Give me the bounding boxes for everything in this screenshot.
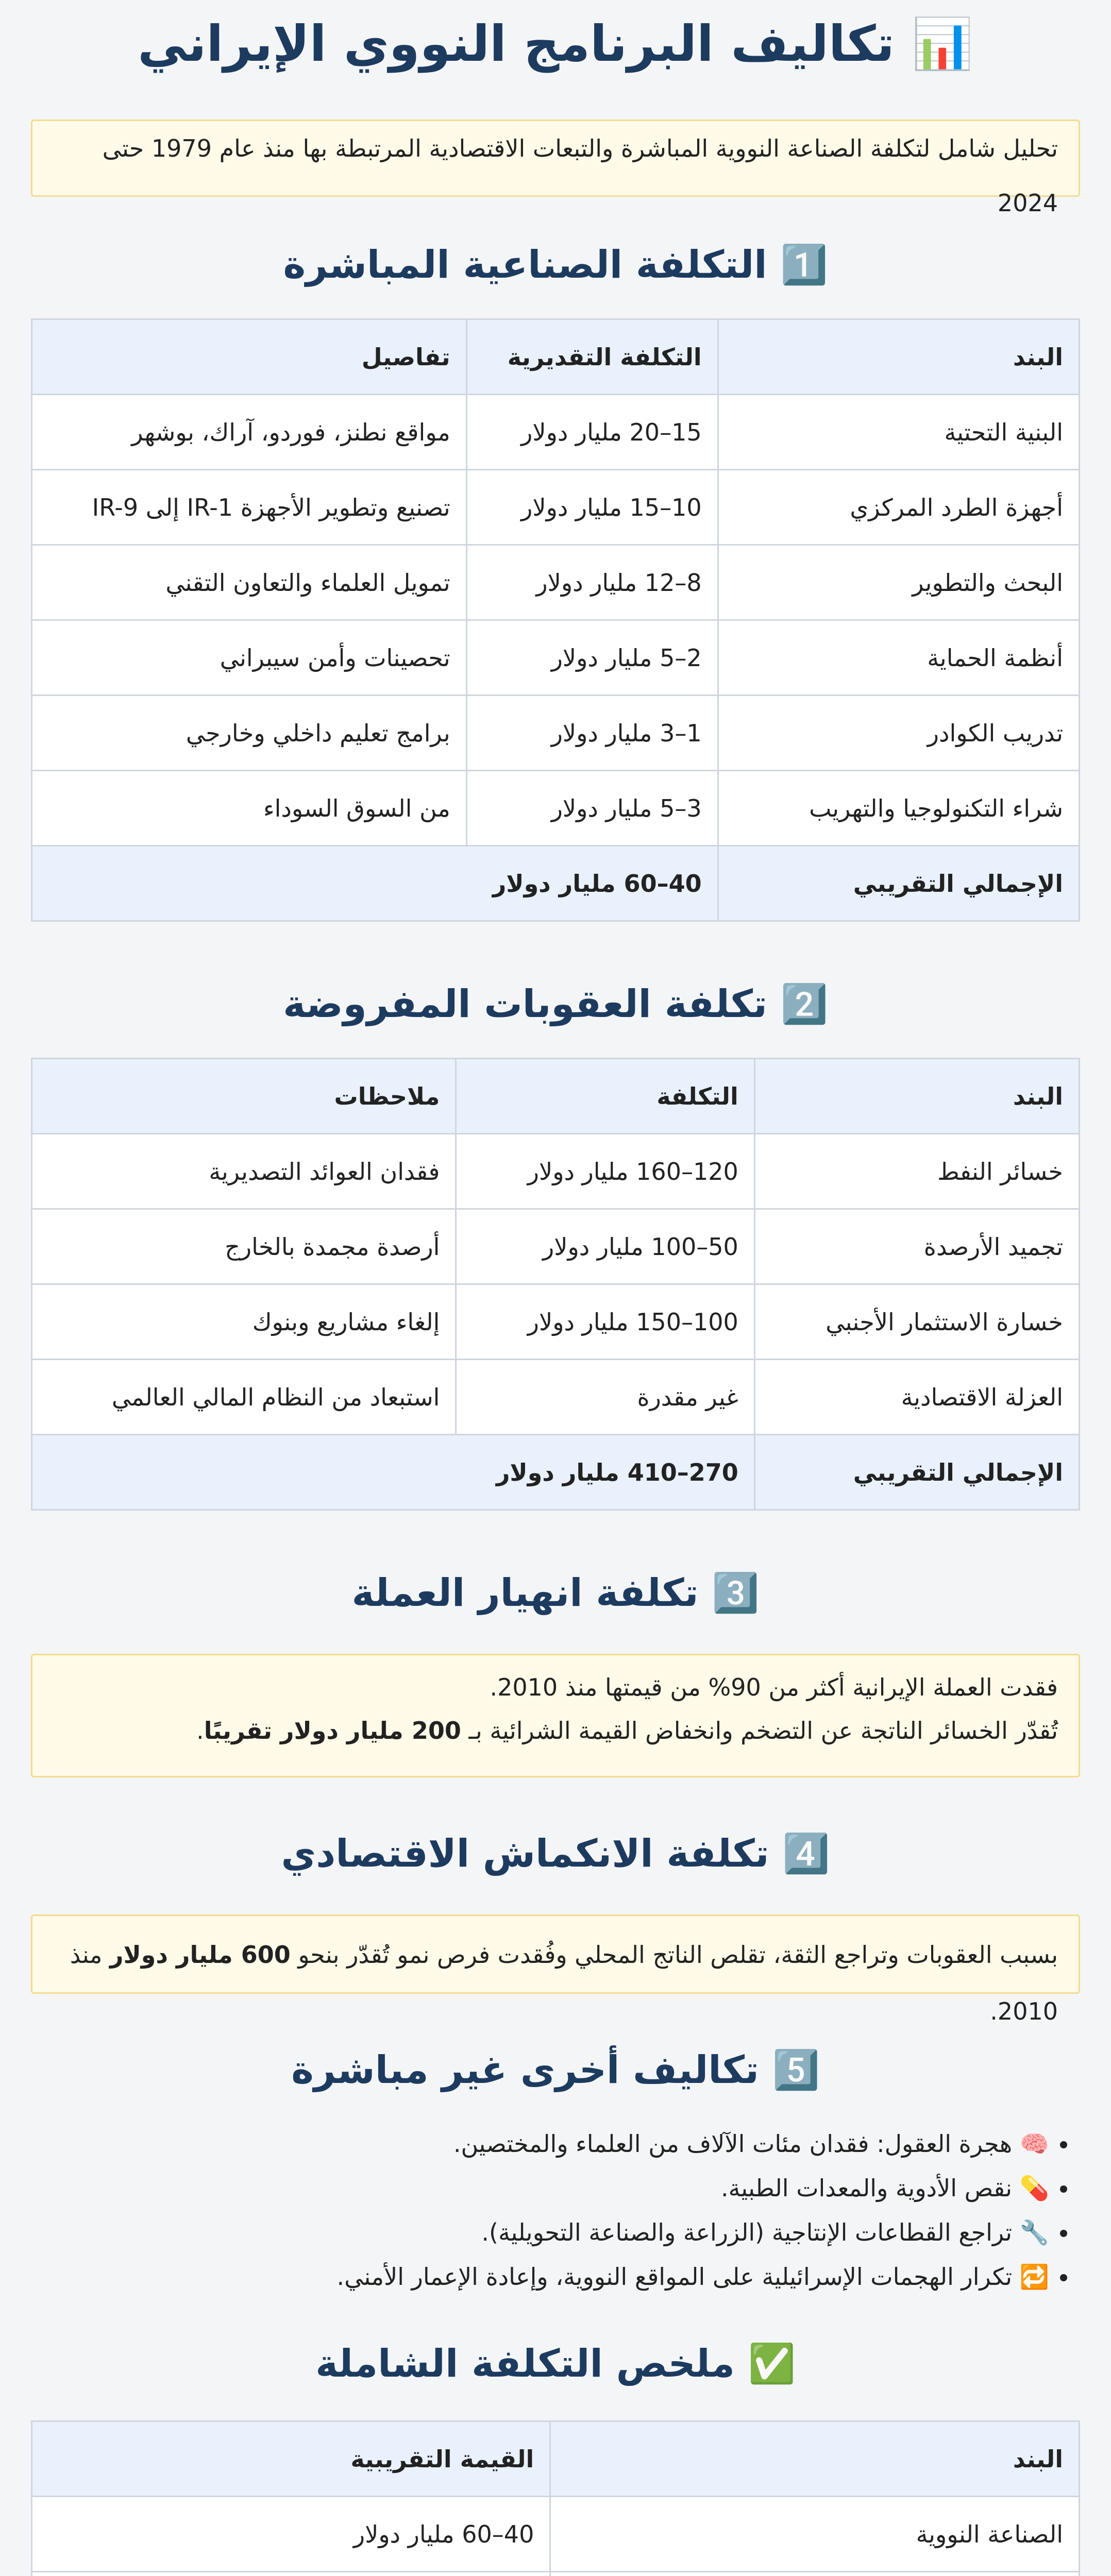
col-details: تفاصيل [32, 319, 467, 395]
col-item: البند [718, 319, 1079, 395]
number-five-icon: 5️⃣ [772, 2048, 820, 2092]
cell-cost: 50–100 مليار دولار [456, 1209, 754, 1284]
cell-cost: 3–5 مليار دولار [466, 771, 718, 846]
recession-text: بسبب العقوبات وتراجع الثقة، تقلص الناتج المحلي وفُقدت فرص نمو تُقدّر بنحو [290, 1941, 1058, 1969]
list-item: • 🧠 هجرة العقول: فقدان مئات الآلاف من العلماء والمختصين. [31, 2122, 1049, 2166]
total-label: الإجمالي التقريبي [718, 846, 1079, 921]
cell-value [32, 2572, 550, 2576]
cell-details: مواقع نطنز، فوردو، آراك، بوشهر [32, 395, 467, 470]
section1-heading [31, 234, 1080, 296]
page [31, 0, 1080, 2576]
cell-item: شراء التكنولوجيا والتهريب [718, 771, 1079, 846]
section5-heading [31, 2039, 1080, 2101]
currency-line-2-text: تُقدّر الخسائر الناتجة عن التضخم وانخفاض القيمة الشرائية بـ [461, 1717, 1058, 1744]
cell-item: تدريب الكوادر [718, 696, 1079, 771]
col-cost: التكلفة [456, 1059, 754, 1134]
chart-emoji-icon: 📊 [912, 15, 973, 73]
section4-heading-text: تكلفة الانكماش الاقتصادي [281, 1832, 769, 1876]
section2-heading-text: تكلفة العقوبات المفروضة [283, 982, 767, 1026]
section3-heading [31, 1562, 1080, 1624]
recession-amount: 600 مليار دولار [110, 1941, 291, 1969]
total-row [32, 1435, 1080, 1510]
currency-line-2 [53, 1709, 1058, 1752]
section5-heading-text: تكاليف أخرى غير مباشرة [291, 2048, 759, 2092]
total-value: 40–60 مليار دولار [32, 846, 718, 921]
cell-notes: فقدان العوائد التصديرية [32, 1134, 456, 1209]
cell-item: أجهزة الطرد المركزي [718, 470, 1079, 545]
total-label: الإجمالي التقريبي [754, 1435, 1079, 1510]
number-one-icon: 1️⃣ [780, 243, 828, 287]
cell-details: من السوق السوداء [32, 771, 467, 846]
summary-heading-text: ملخص التكلفة الشاملة [315, 2342, 735, 2386]
table-row [32, 2572, 1080, 2576]
recession-text-end: منذ 2010. [70, 1941, 1058, 2025]
cell-notes: إلغاء مشاريع وبنوك [32, 1284, 456, 1360]
cell-cost: غير مقدرة [456, 1360, 754, 1435]
cell-cost: 2–5 مليار دولار [466, 620, 718, 696]
col-notes: ملاحظات [32, 1059, 456, 1134]
cell-item: العزلة الاقتصادية [754, 1360, 1079, 1435]
cell-item: البحث والتطوير [718, 545, 1079, 620]
table-row [32, 395, 1080, 470]
intro-text: تحليل شامل لتكلفة الصناعة النووية المباشرة والتبعات الاقتصادية المرتبطة بها منذ عام 1979 حتى 2024 [102, 134, 1058, 217]
table-row [32, 1209, 1080, 1284]
cell-cost: 8–12 مليار دولار [466, 545, 718, 620]
cell-item: خسائر النفط [754, 1134, 1079, 1209]
summary-table [31, 2420, 1080, 2576]
cell-details: تحصينات وأمن سيبراني [32, 620, 467, 696]
table-row [32, 771, 1080, 846]
currency-amount: 200 مليار دولار تقريبًا [204, 1717, 461, 1744]
cell-item: أنظمة الحماية [718, 620, 1079, 696]
table-row [32, 545, 1080, 620]
cell-item: تجميد الأرصدة [754, 1209, 1079, 1284]
indirect-costs-list [31, 2122, 1080, 2299]
currency-line-2-end: . [196, 1717, 204, 1744]
page-title-text: تكاليف البرنامج النووي الإيراني [138, 15, 895, 73]
number-two-icon: 2️⃣ [780, 982, 828, 1026]
total-row [32, 846, 1080, 921]
recession-box [31, 1914, 1080, 2025]
table-row [32, 696, 1080, 771]
section1-heading-text: التكلفة الصناعية المباشرة [283, 243, 767, 287]
cell-details: برامج تعليم داخلي وخارجي [32, 696, 467, 771]
table-row [32, 620, 1080, 696]
list-item: • 💊 نقص الأدوية والمعدات الطبية. [31, 2166, 1049, 2210]
cell-notes: استبعاد من النظام المالي العالمي [32, 1360, 456, 1435]
table-header-row [32, 2421, 1080, 2497]
cell-item: البنية التحتية [718, 395, 1079, 470]
col-cost: التكلفة التقديرية [466, 319, 718, 395]
number-four-icon: 4️⃣ [782, 1832, 830, 1876]
intro-box [31, 120, 1080, 217]
cell-item [550, 2572, 1080, 2576]
table-row [32, 2497, 1080, 2572]
cell-cost: 1–3 مليار دولار [466, 696, 718, 771]
col-item: البند [754, 1059, 1079, 1134]
currency-line-1: فقدت العملة الإيرانية أكثر من 90% من قيمتها منذ 2010. [490, 1673, 1058, 1701]
check-mark-icon: ✅ [748, 2342, 796, 2386]
section2-heading [31, 973, 1080, 1035]
industrial-cost-table [31, 318, 1080, 922]
list-item: • 🔧 تراجع القطاعات الإنتاجية (الزراعة والصناعة التحويلية). [31, 2210, 1049, 2255]
table-row [32, 1360, 1080, 1435]
currency-box [31, 1654, 1080, 1777]
section3-heading-text: تكلفة انهيار العملة [351, 1571, 699, 1615]
total-value: 270–410 مليار دولار [32, 1435, 755, 1510]
col-value: القيمة التقريبية [32, 2421, 550, 2497]
table-row [32, 1134, 1080, 1209]
cell-item: خسارة الاستثمار الأجنبي [754, 1284, 1079, 1360]
cell-value: 40–60 مليار دولار [32, 2497, 550, 2572]
cell-details: تمويل العلماء والتعاون التقني [32, 545, 467, 620]
table-row [32, 470, 1080, 545]
list-item: • 🔁 تكرار الهجمات الإسرائيلية على المواقع النووية، وإعادة الإعمار الأمني. [31, 2255, 1049, 2299]
page-title [31, 0, 1080, 88]
summary-heading [31, 2333, 1080, 2395]
section4-heading [31, 1823, 1080, 1885]
cell-cost: 100–150 مليار دولار [456, 1284, 754, 1360]
cell-item: الصناعة النووية [550, 2497, 1080, 2572]
cell-details: تصنيع وتطوير الأجهزة IR-1 إلى IR-9 [32, 470, 467, 545]
cell-cost: 120–160 مليار دولار [456, 1134, 754, 1209]
table-header-row [32, 1059, 1080, 1134]
table-row [32, 1284, 1080, 1360]
table-header-row [32, 319, 1080, 395]
sanctions-cost-table [31, 1058, 1080, 1511]
cell-cost: 15–20 مليار دولار [466, 395, 718, 470]
cell-cost: 10–15 مليار دولار [466, 470, 718, 545]
cell-notes: أرصدة مجمدة بالخارج [32, 1209, 456, 1284]
number-three-icon: 3️⃣ [712, 1571, 760, 1615]
col-item: البند [550, 2421, 1080, 2497]
